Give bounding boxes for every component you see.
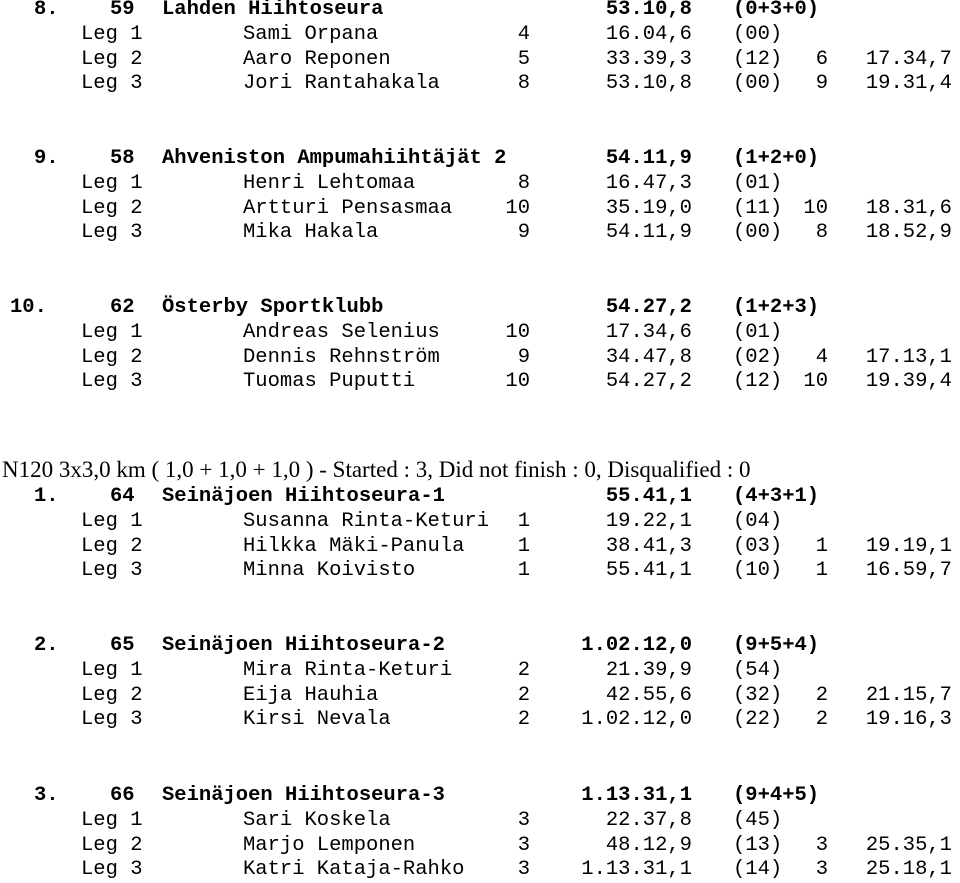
athlete-name: Katri Kataja-Rahko	[243, 858, 465, 882]
cumulative-time: 54.11,9	[605, 221, 692, 245]
leg-place: 1	[815, 534, 828, 558]
leg-row	[0, 71, 960, 96]
leg-time: 19.19,1	[865, 534, 952, 558]
leg-time: 17.34,7	[865, 47, 952, 71]
team-row	[0, 783, 960, 808]
cumulative-place: 8	[517, 171, 530, 195]
leg-time: 25.18,1	[865, 858, 952, 882]
leg-penalties: (00)	[733, 221, 783, 245]
cumulative-time: 33.39,3	[605, 47, 692, 71]
leg-time: 25.35,1	[865, 833, 952, 857]
athlete-name: Minna Koivisto	[243, 559, 416, 583]
leg-row	[0, 833, 960, 858]
leg-penalties: (11)	[733, 196, 783, 220]
leg-place: 8	[815, 221, 828, 245]
leg-label: Leg 3	[81, 858, 143, 882]
team-bib: 59	[110, 0, 135, 21]
team-name: Seinäjoen Hiihtoseura-1	[162, 485, 445, 508]
class-heading: N120 3x3,0 km ( 1,0 + 1,0 + 1,0 ) - Started : 3, Did not finish : 0, Disqualified : 0	[2, 457, 751, 482]
cumulative-place: 10	[505, 370, 530, 394]
cumulative-place: 3	[517, 833, 530, 857]
team-name: Seinäjoen Hiihtoseura-2	[162, 634, 445, 657]
leg-label: Leg 1	[81, 171, 143, 195]
cumulative-time: 38.41,3	[605, 534, 692, 558]
athlete-name: Andreas Selenius	[243, 320, 440, 344]
leg-row	[0, 22, 960, 47]
leg-label: Leg 3	[81, 72, 143, 96]
leg-label: Leg 2	[81, 47, 143, 71]
leg-penalties: (03)	[733, 534, 783, 558]
leg-penalties: (12)	[733, 47, 783, 71]
leg-time: 19.16,3	[865, 708, 952, 732]
team-penalties: (4+3+1)	[733, 485, 820, 508]
leg-label: Leg 1	[81, 320, 143, 344]
team-penalties: (9+4+5)	[733, 784, 820, 807]
leg-penalties: (01)	[733, 320, 783, 344]
leg-label: Leg 2	[81, 833, 143, 857]
leg-label: Leg 2	[81, 534, 143, 558]
cumulative-time: 53.10,8	[605, 72, 692, 96]
leg-place: 3	[815, 833, 828, 857]
leg-penalties: (00)	[733, 72, 783, 96]
team-bib: 64	[110, 485, 135, 508]
cumulative-time: 1.13.31,1	[581, 858, 692, 882]
team-row	[0, 295, 960, 320]
cumulative-place: 2	[517, 658, 530, 682]
cumulative-place: 2	[517, 683, 530, 707]
leg-time: 16.59,7	[865, 559, 952, 583]
leg-penalties: (01)	[733, 171, 783, 195]
leg-place: 2	[815, 683, 828, 707]
team-rank: 2.	[34, 634, 59, 657]
leg-place: 3	[815, 858, 828, 882]
team-name: Österby Sportklubb	[162, 296, 384, 319]
leg-label: Leg 3	[81, 559, 143, 583]
athlete-name: Sami Orpana	[243, 22, 379, 46]
cumulative-place: 5	[517, 47, 530, 71]
team-row	[0, 633, 960, 658]
team-rank: 3.	[34, 784, 59, 807]
leg-penalties: (00)	[733, 22, 783, 46]
athlete-name: Mika Hakala	[243, 221, 379, 245]
leg-penalties: (54)	[733, 658, 783, 682]
leg-place: 1	[815, 559, 828, 583]
athlete-name: Mira Rinta-Keturi	[243, 658, 453, 682]
leg-row	[0, 196, 960, 221]
leg-row	[0, 857, 960, 882]
leg-penalties: (02)	[733, 345, 783, 369]
leg-place: 2	[815, 708, 828, 732]
team-penalties: (0+3+0)	[733, 0, 820, 21]
athlete-name: Aaro Reponen	[243, 47, 391, 71]
leg-time: 19.39,4	[865, 370, 952, 394]
team-rank: 10.	[10, 296, 47, 319]
leg-label: Leg 1	[81, 658, 143, 682]
leg-row	[0, 808, 960, 833]
athlete-name: Tuomas Puputti	[243, 370, 416, 394]
team-name: Ahveniston Ampumahiihtäjät 2	[162, 147, 507, 170]
leg-row	[0, 683, 960, 708]
leg-label: Leg 2	[81, 196, 143, 220]
leg-row	[0, 658, 960, 683]
leg-place: 9	[815, 72, 828, 96]
cumulative-time: 22.37,8	[605, 808, 692, 832]
leg-penalties: (14)	[733, 858, 783, 882]
team-name: Lahden Hiihtoseura	[162, 0, 384, 21]
leg-label: Leg 3	[81, 708, 143, 732]
leg-label: Leg 2	[81, 683, 143, 707]
leg-row	[0, 220, 960, 245]
athlete-name: Marjo Lemponen	[243, 833, 416, 857]
leg-place: 10	[803, 196, 828, 220]
cumulative-time: 1.02.12,0	[581, 708, 692, 732]
team-time: 53.10,8	[605, 0, 692, 21]
leg-row	[0, 558, 960, 583]
athlete-name: Dennis Rehnström	[243, 345, 440, 369]
cumulative-time: 21.39,9	[605, 658, 692, 682]
leg-penalties: (10)	[733, 559, 783, 583]
leg-penalties: (32)	[733, 683, 783, 707]
cumulative-place: 1	[517, 509, 530, 533]
leg-label: Leg 2	[81, 345, 143, 369]
athlete-name: Kirsi Nevala	[243, 708, 391, 732]
leg-row	[0, 707, 960, 732]
leg-label: Leg 3	[81, 370, 143, 394]
leg-row	[0, 345, 960, 370]
team-rank: 1.	[34, 485, 59, 508]
leg-place: 6	[815, 47, 828, 71]
cumulative-time: 55.41,1	[605, 559, 692, 583]
cumulative-place: 1	[517, 559, 530, 583]
athlete-name: Susanna Rinta-Keturi	[243, 509, 490, 533]
leg-place: 10	[803, 370, 828, 394]
cumulative-time: 19.22,1	[605, 509, 692, 533]
team-time: 54.11,9	[605, 147, 692, 170]
team-bib: 65	[110, 634, 135, 657]
leg-penalties: (45)	[733, 808, 783, 832]
leg-label: Leg 1	[81, 509, 143, 533]
cumulative-time: 34.47,8	[605, 345, 692, 369]
leg-row	[0, 320, 960, 345]
leg-penalties: (22)	[733, 708, 783, 732]
athlete-name: Artturi Pensasmaa	[243, 196, 453, 220]
cumulative-place: 8	[517, 72, 530, 96]
athlete-name: Sari Koskela	[243, 808, 391, 832]
leg-label: Leg 3	[81, 221, 143, 245]
athlete-name: Hilkka Mäki-Panula	[243, 534, 465, 558]
leg-penalties: (04)	[733, 509, 783, 533]
leg-time: 18.52,9	[865, 221, 952, 245]
athlete-name: Jori Rantahakala	[243, 72, 440, 96]
cumulative-place: 4	[517, 22, 530, 46]
team-penalties: (1+2+3)	[733, 296, 820, 319]
team-bib: 62	[110, 296, 135, 319]
team-bib: 66	[110, 784, 135, 807]
team-row	[0, 146, 960, 171]
cumulative-place: 9	[517, 221, 530, 245]
leg-row	[0, 534, 960, 559]
cumulative-time: 54.27,2	[605, 370, 692, 394]
team-time: 55.41,1	[605, 485, 692, 508]
cumulative-time: 48.12,9	[605, 833, 692, 857]
cumulative-place: 3	[517, 858, 530, 882]
cumulative-time: 16.47,3	[605, 171, 692, 195]
leg-row	[0, 369, 960, 394]
team-row	[0, 0, 960, 22]
cumulative-time: 17.34,6	[605, 320, 692, 344]
team-time: 1.02.12,0	[581, 634, 692, 657]
athlete-name: Henri Lehtomaa	[243, 171, 416, 195]
leg-time: 19.31,4	[865, 72, 952, 96]
leg-label: Leg 1	[81, 808, 143, 832]
leg-time: 21.15,7	[865, 683, 952, 707]
team-time: 1.13.31,1	[581, 784, 692, 807]
cumulative-place: 10	[505, 196, 530, 220]
leg-time: 17.13,1	[865, 345, 952, 369]
cumulative-place: 9	[517, 345, 530, 369]
team-row	[0, 484, 960, 509]
team-bib: 58	[110, 147, 135, 170]
cumulative-place: 3	[517, 808, 530, 832]
team-penalties: (1+2+0)	[733, 147, 820, 170]
leg-time: 18.31,6	[865, 196, 952, 220]
cumulative-place: 1	[517, 534, 530, 558]
cumulative-time: 35.19,0	[605, 196, 692, 220]
cumulative-time: 16.04,6	[605, 22, 692, 46]
cumulative-place: 2	[517, 708, 530, 732]
athlete-name: Eija Hauhia	[243, 683, 379, 707]
team-time: 54.27,2	[605, 296, 692, 319]
leg-penalties: (13)	[733, 833, 783, 857]
team-name: Seinäjoen Hiihtoseura-3	[162, 784, 445, 807]
team-rank: 8.	[34, 0, 59, 21]
cumulative-place: 10	[505, 320, 530, 344]
leg-row	[0, 171, 960, 196]
leg-place: 4	[815, 345, 828, 369]
leg-row	[0, 47, 960, 72]
leg-penalties: (12)	[733, 370, 783, 394]
leg-row	[0, 509, 960, 534]
team-rank: 9.	[34, 147, 59, 170]
team-penalties: (9+5+4)	[733, 634, 820, 657]
leg-label: Leg 1	[81, 22, 143, 46]
cumulative-time: 42.55,6	[605, 683, 692, 707]
